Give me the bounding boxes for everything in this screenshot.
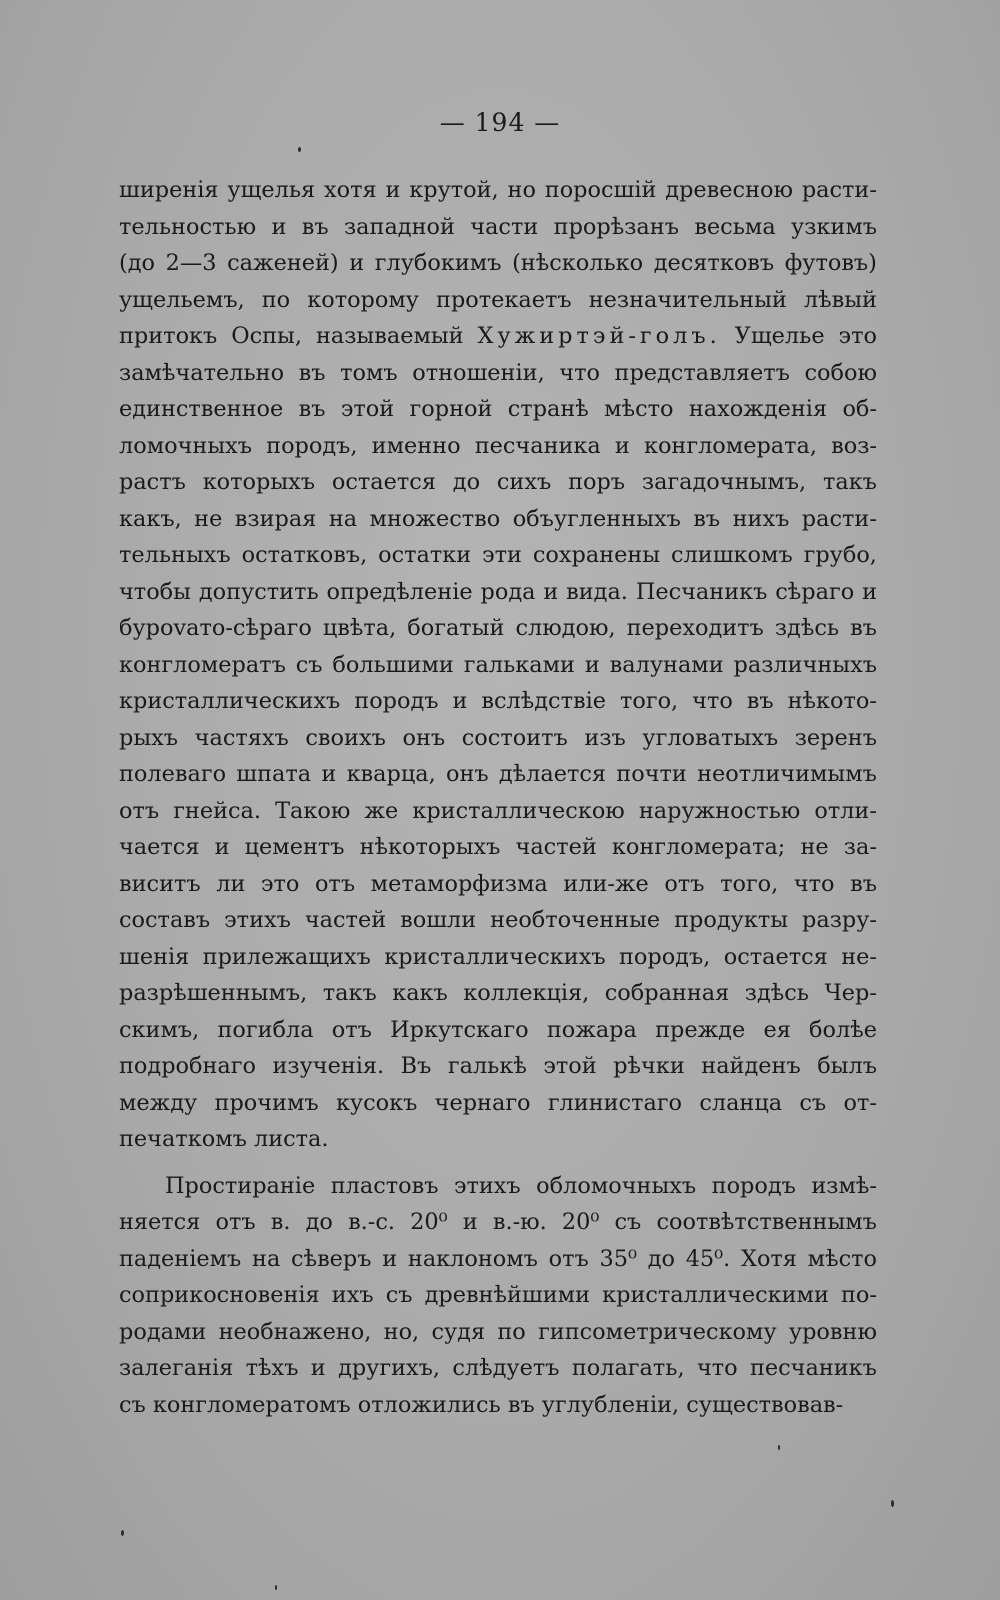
text-line: ломочныхъ породъ, именно песчаника и конгломерата, воз- — [119, 432, 877, 459]
text-line: паденіемъ на сѣверъ и наклономъ отъ 35⁰ до 45⁰. Хотя мѣсто — [119, 1245, 877, 1272]
paragraph — [119, 1168, 877, 1424]
text-line: между прочимъ кусокъ чернаго глинистаго сланца съ от- — [119, 1089, 877, 1116]
text-line: печаткомъ листа. — [119, 1126, 329, 1152]
text-line: скимъ, погибла отъ Иркутскаго пожара прежде ея болѣе — [119, 1016, 877, 1043]
text-line: шенія прилежащихъ кристаллическихъ породъ, остается не- — [119, 943, 877, 970]
text-line: (до 2—3 саженей) и глубокимъ (нѣсколько десятковъ футовъ) — [119, 250, 877, 276]
text-line: виситъ ли это отъ метаморфизма или-же отъ того, что въ — [119, 870, 877, 897]
text-line: соприкосновенія ихъ съ древнѣйшими кристаллическими по- — [119, 1282, 877, 1308]
text-line: полеваго шпата и кварца, онъ дѣлается почти неотличимымъ — [119, 761, 877, 787]
text-line: бурovато-сѣраго цвѣта, богатый слюдою, переходитъ здѣсь въ — [119, 615, 877, 641]
body-text — [119, 172, 877, 1423]
text-line: тельныхъ остатковъ, остатки эти сохранены слишкомъ грубо, — [119, 542, 877, 568]
text-line: рыхъ частяхъ своихъ онъ состоитъ изъ угловатыхъ зеренъ — [119, 724, 877, 751]
text-line: конгломератъ съ большими гальками и валунами различныхъ — [119, 651, 877, 678]
paragraph — [119, 172, 877, 1158]
text-line: кристаллическихъ породъ и вслѣдствіе того, что въ нѣкото- — [119, 688, 877, 714]
paper-speck — [121, 1530, 124, 1536]
text-line: няется отъ в. до в.-с. 20⁰ и в.-ю. 20⁰ съ соотвѣтственнымъ — [119, 1209, 877, 1235]
text-line: растъ которыхъ остается до сихъ поръ загадочнымъ, такъ — [119, 469, 877, 495]
text-line: отъ гнейса. Такою же кристаллическою наружностью отли- — [119, 797, 877, 824]
text-line: разрѣшеннымъ, такъ какъ коллекція, собранная здѣсь Чер- — [119, 980, 877, 1006]
text-line: чтобы допустить опредѣленіе рода и вида. Песчаникъ сѣраго и — [119, 578, 877, 605]
text-line: съ конгломератомъ отложились въ углубленіи, существовав- — [119, 1391, 844, 1418]
text-line: притокъ Оспы, называемый Хужиртэй-голъ. Ущелье это — [119, 323, 877, 349]
text-line: ущельемъ, по которому протекаетъ незначительный лѣвый — [119, 286, 877, 313]
text-line: составъ этихъ частей вошли необточенные продукты разру- — [119, 907, 877, 933]
text-line: чается и цементъ нѣкоторыхъ частей конгломерата; не за- — [119, 834, 877, 860]
paper-speck — [275, 1585, 277, 1590]
text-line: какъ, не взирая на множество объугленныхъ въ нихъ расти- — [119, 505, 877, 532]
text-line: ширенія ущелья хотя и крутой, но поросшій древесною расти- — [119, 177, 877, 203]
text-line: тельностью и въ западной части прорѣзанъ весьма узкимъ — [119, 213, 877, 240]
paper-speck — [778, 1445, 780, 1450]
text-line: Простираніе пластовъ этихъ обломочныхъ породъ измѣ- — [165, 1172, 877, 1199]
text-line: единственное въ этой горной странѣ мѣсто нахожденія об- — [119, 396, 877, 422]
text-line: подробнаго изученія. Въ галькѣ этой рѣчки найденъ былъ — [119, 1053, 877, 1079]
paper-speck — [298, 147, 301, 152]
paper-speck — [891, 1500, 894, 1507]
text-line: родами необнажено, но, судя по гипсометрическому уровню — [119, 1318, 877, 1345]
page-number: — 194 — — [439, 108, 561, 137]
text-line: замѣчательно въ томъ отношеніи, что представляетъ собою — [119, 359, 877, 386]
text-line: залеганія тѣхъ и другихъ, слѣдуетъ полагать, что песчаникъ — [119, 1355, 877, 1381]
